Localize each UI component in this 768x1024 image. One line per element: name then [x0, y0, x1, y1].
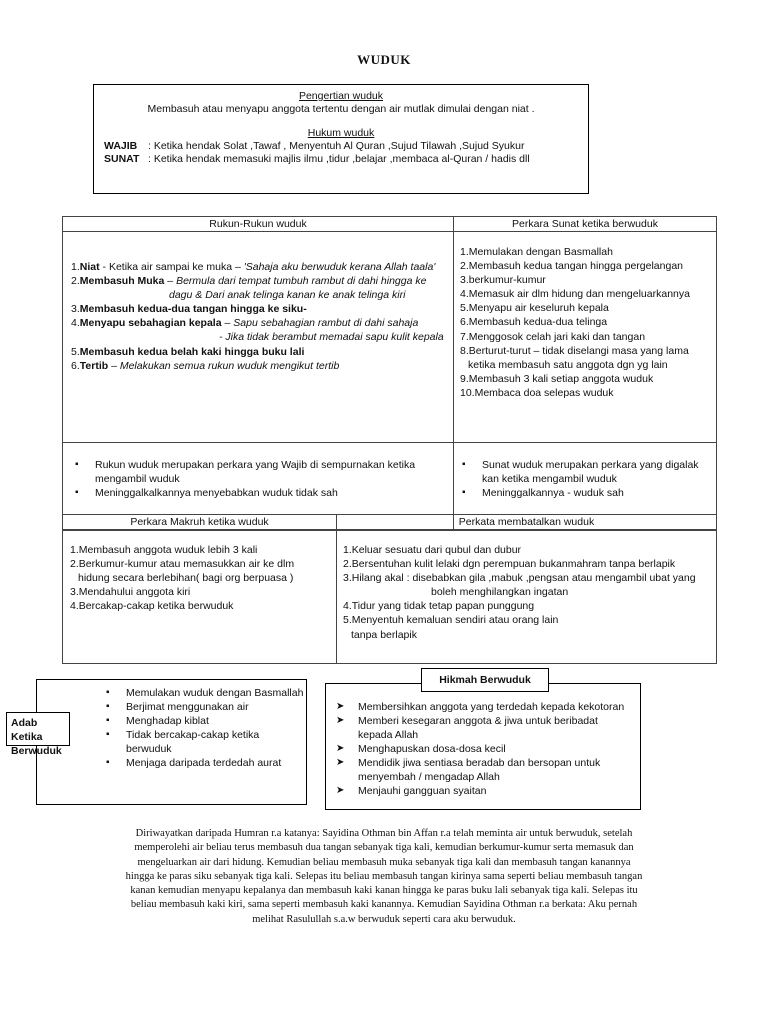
sunat-note: ▪ Meninggalkannya - wuduk sah — [460, 486, 708, 500]
makruh-header: Perkara Makruh ketika wuduk — [63, 515, 337, 530]
rukun-note: ▪ Meninggalkalkannya menyebabkan wuduk tidak sah — [73, 486, 445, 500]
rukun-item-cont: dagu & Dari anak telinga kanan ke anak telinga kiri — [169, 289, 406, 302]
pengertian-heading: Pengertian wuduk — [298, 90, 384, 102]
rukun-item: 4.Menyapu sebahagian kepala – Sapu sebahagian rambut di dahi sahaja — [71, 317, 419, 330]
adab-item: ▪ Tidak bercakap-cakap ketika berwuduk — [104, 728, 304, 756]
paragraph-line: hingga ke paras siku sebanyak tiga kali. Selepas itu beliau membasuh tangan kirinya sama seperti beliau membasuh tangan — [125, 870, 643, 882]
batal-item: 4.Tidur yang tidak tetap papan punggung — [343, 600, 535, 613]
hikmah-item: ➤ Menjauhi gangguan syaitan — [336, 785, 487, 797]
arrow-bullet-icon: ➤ — [336, 715, 345, 726]
hikmah-list — [334, 700, 634, 798]
wajib-label: WAJIB — [104, 140, 138, 152]
rukun-item: 2.Membasuh Muka – Bermula dari tempat tumbuh rambut di dahi hingga ke — [71, 275, 427, 288]
sunat-list — [454, 232, 717, 443]
makruh-item: 4.Bercakap-cakap ketika berwuduk — [70, 600, 234, 613]
makruh-item: 2.Berkumur-kumur atau memasukkan air ke dlm — [70, 558, 295, 571]
paragraph-line: kanan kemudian menyapu kepalanya dan membasuh kaki kanan hingga ke paras buku lali sebanyak tiga kali. Selepas itu — [130, 885, 638, 897]
makruh-item: 1.Membasuh anggota wuduk lebih 3 kali — [70, 544, 258, 556]
rukun-item: 1.Niat - Ketika air sampai ke muka – 'Sahaja aku berwuduk kerana Allah taala' — [71, 261, 436, 273]
sunat-item: 8.Berturut-turut – tidak diselangi masa yang lama — [460, 344, 689, 357]
sunat-item: 1.Memulakan dengan Basmallah — [460, 246, 613, 258]
sunat-label: SUNAT — [104, 153, 140, 165]
batal-item-cont: boleh menghilangkan ingatan — [431, 586, 569, 599]
makruh-item-cont: hidung secara berlebihan( bagi org berpuasa ) — [78, 572, 294, 585]
adab-item: ▪ Berjimat menggunakan air — [104, 700, 304, 714]
makruh-batal-table — [62, 514, 717, 664]
arrow-bullet-icon: ➤ — [336, 757, 345, 768]
adab-item: ▪ Menghadap kiblat — [104, 714, 304, 728]
batal-list — [337, 530, 717, 664]
batal-header: Perkata membatalkan wuduk — [337, 515, 717, 530]
adab-item: ▪ Menjaga daripada terdedah aurat — [104, 756, 304, 770]
sunat-item: 9.Membasuh 3 kali setiap anggota wuduk — [460, 372, 654, 385]
sunat-note: ▪ Sunat wuduk merupakan perkara yang digalak kan ketika mengambil wuduk — [460, 458, 708, 486]
sunat-row — [102, 153, 580, 165]
hikmah-item: ➤ Memberi kesegaran anggota & jiwa untuk beribadat kepada Allah — [336, 715, 598, 741]
sunat-item: 4.Memasuk air dlm hidung dan mengeluarkannya — [460, 288, 690, 301]
batal-item: 2.Bersentuhan kulit lelaki dgn perempuan bukanmahram tanpa berlapik — [343, 558, 676, 571]
hikmah-item: ➤ Menghapuskan dosa-dosa kecil — [336, 743, 506, 755]
rukun-item: 5.Membasuh kedua belah kaki hingga buku lali — [71, 345, 305, 358]
paragraph-line: beliau membasuh kaki kiri, sama seperti membasuh kaki kanannya. Kemudian Sayidina Othman r.a berkata: Aku pernah — [130, 899, 638, 911]
page-title: WUDUK — [357, 52, 411, 67]
adab-label: Adab Ketika Berwuduk — [6, 712, 70, 746]
hukum-heading: Hukum wuduk — [307, 127, 375, 139]
paragraph-line: Diriwayatkan daripada Humran r.a katanya: Sayidina Othman bin Affan r.a telah meminta air untuk berwuduk, setelah — [135, 828, 633, 839]
sunat-item: 2.Membasuh kedua tangan hingga pergelangan — [460, 260, 684, 273]
sunat-item: 3.berkumur-kumur — [460, 274, 546, 287]
sunat-header: Perkara Sunat ketika berwuduk — [454, 217, 717, 232]
wajib-text: : Ketika hendak Solat ,Tawaf , Menyentuh Al Quran ,Sujud Tilawah ,Sujud Syukur — [148, 140, 525, 152]
sunat-text: : Ketika hendak memasuki majlis ilmu ,tidur ,belajar ,membaca al-Quran / hadis dll — [148, 153, 530, 165]
sunat-item-cont: ketika membasuh satu anggota dgn yg lain — [468, 358, 668, 371]
adab-list — [104, 686, 304, 770]
hikmah-item: ➤ Mendidik jiwa sentiasa beradab dan bersopan untuk menyembah / mengadap Allah — [336, 757, 601, 783]
batal-item: 3.Hilang akal : disebabkan gila ,mabuk ,pengsan atau mengambil ubat yang — [343, 572, 696, 585]
batal-item: 5.Menyentuh kemaluan sendiri atau orang lain — [343, 614, 559, 627]
makruh-list — [63, 530, 337, 664]
rukun-list — [63, 232, 454, 443]
rukun-sunat-table — [62, 216, 717, 531]
rukun-item: 3.Membasuh kedua-dua tangan hingga ke siku- — [71, 303, 307, 316]
wajib-row — [102, 140, 580, 152]
rukun-item: 6.Tertib – Melakukan semua rukun wuduk mengikut tertib — [71, 359, 340, 372]
rukun-header: Rukun-Rukun wuduk — [63, 217, 454, 232]
batal-item: 1.Keluar sesuatu dari qubul dan dubur — [343, 544, 522, 556]
sunat-item: 7.Menggosok celah jari kaki dan tangan — [460, 330, 646, 343]
batal-item-cont: tanpa berlapik — [351, 628, 417, 641]
sunat-item: 6.Membasuh kedua-dua telinga — [460, 316, 608, 329]
arrow-bullet-icon: ➤ — [336, 743, 345, 754]
paragraph-line: melihat Rasulullah s.a.w berwuduk seperti cara aku berwuduk. — [252, 913, 516, 925]
arrow-bullet-icon: ➤ — [336, 785, 345, 796]
rukun-item-cont: - Jika tidak berambut memadai sapu kulit kepala — [219, 331, 444, 344]
sunat-item: 5.Menyapu air keseluruh kepala — [460, 302, 609, 315]
hikmah-item: ➤ Membersihkan anggota yang terdedah kepada kekotoran — [336, 701, 625, 713]
makruh-item: 3.Mendahului anggota kiri — [70, 586, 191, 599]
pengertian-text: Membasuh atau menyapu anggota tertentu dengan air mutlak dimulai dengan niat . — [147, 103, 535, 115]
sunat-item: 10.Membaca doa selepas wuduk — [460, 386, 614, 399]
adab-item: ▪ Memulakan wuduk dengan Basmallah — [104, 686, 304, 700]
hadith-paragraph — [40, 827, 728, 927]
hikmah-title: Hikmah Berwuduk — [421, 668, 549, 692]
arrow-bullet-icon: ➤ — [336, 701, 345, 712]
paragraph-line: memperolehi air beliau terus membasuh dua tangan sebanyak tiga kali, kemudian berkumur-kumur serta memasuk dan — [134, 842, 634, 854]
definition-box — [93, 84, 589, 194]
paragraph-line: mengeluarkan air dari hidung. Kemudian beliau membasuh muka sebanyak tiga kali dan membasuh tangan kanannya — [137, 856, 631, 868]
rukun-note: ▪ Rukun wuduk merupakan perkara yang Wajib di sempurnakan ketika mengambil wuduk — [73, 458, 445, 486]
